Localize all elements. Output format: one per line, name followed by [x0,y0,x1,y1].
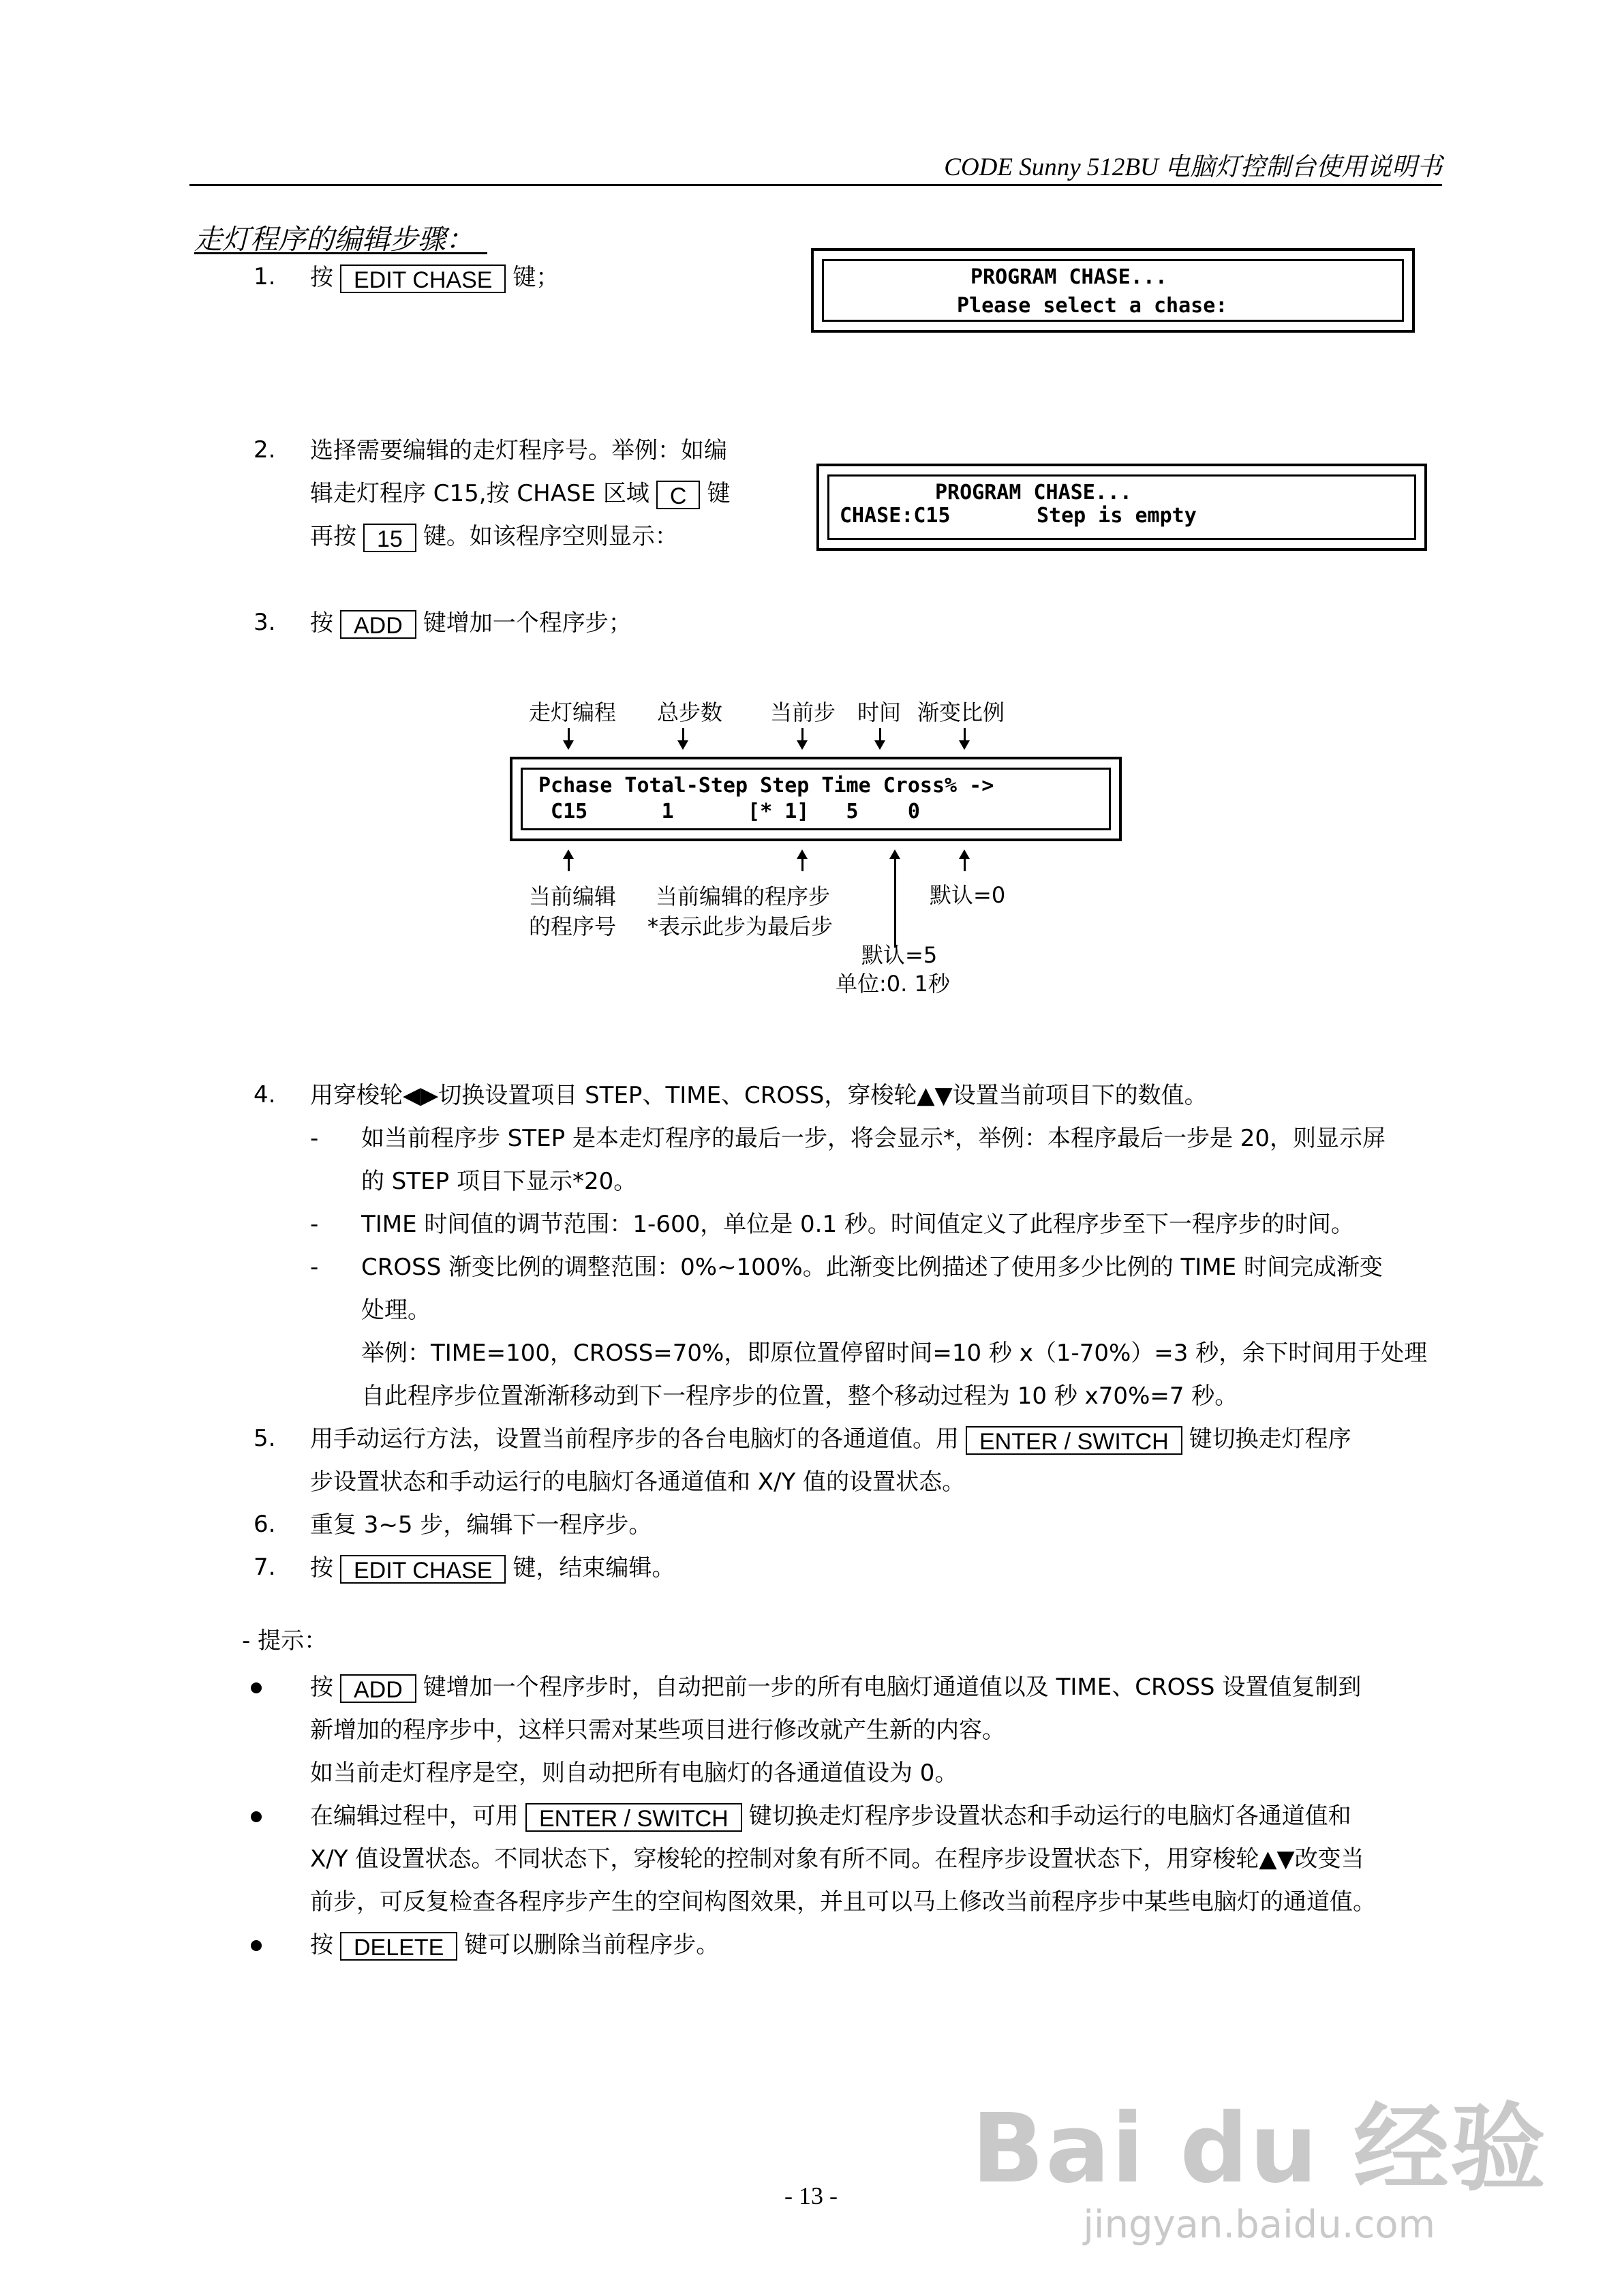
step-3-text [310,602,632,645]
step-2-line3-post: 键。如该程序空则显示： [423,523,678,550]
tip-1-line1 [310,1666,1361,1709]
step-2-line2 [310,472,730,515]
lcd1-line1: PROGRAM CHASE... [970,265,1167,289]
label-chase-program: 走灯编程 [529,699,617,725]
arrow-down-total-steps [682,728,684,747]
label-current-program-1: 当前编辑 [529,883,617,909]
step-2-line1: 选择需要编辑的走灯程序号。举例：如编 [310,437,727,464]
step-5-pre: 用手动运行方法，设置当前程序步的各台电脑灯的各通道值。用 [310,1425,959,1453]
header-title: CODE Sunny 512BU 电脑灯控制台使用说明书 [944,153,1442,181]
watermark-url: jingyan.baidu.com [1083,2203,1436,2247]
tip-3-bullet [251,1940,262,1951]
arrow-down-time [879,728,881,747]
step-7-post: 键，结束编辑。 [512,1554,675,1582]
label-default-cross: 默认=0 [930,882,1006,908]
tip-3-line1 [310,1924,719,1967]
step-4-bullet-3-line2: 处理。 [361,1297,431,1324]
step-5-number: 5. [254,1425,276,1452]
arrow-up-current-program [568,852,570,871]
step-5-line1 [310,1418,1351,1461]
tip-1-line3: 如当前走灯程序是空，则自动把所有电脑灯的各通道值设为 0。 [310,1759,958,1787]
step-4-bullet-1-line1: 如当前程序步 STEP 是本走灯程序的最后一步，将会显示*，举例：本程序最后一步是 20，则显示屏 [361,1125,1386,1152]
arrow-up-current-step [801,852,804,871]
step-4-dash-2: - [310,1211,319,1238]
enter-switch-key: ENTER / SWITCH [966,1426,1182,1455]
step-7-number: 7. [254,1554,276,1581]
step-3-pre: 按 [310,609,333,637]
tip-2-line2: X/Y 值设置状态。不同状态下，穿梭轮的控制对象有所不同。在程序步设置状态下，用穿梭轮▲▼改变当 [310,1845,1364,1873]
arrow-up-cross [964,852,966,871]
lcd-display-select-chase [811,248,1415,333]
lcd1-line2: Please select a chase: [957,294,1228,318]
step-2-line2-pre: 辑走灯程序 C15,按 CHASE 区域 [310,480,649,507]
lcd3-line1: Pchase Total-Step Step Time Cross% -> [538,774,994,798]
step-4-text: 用穿梭轮◀▶切换设置项目 STEP、TIME、CROSS，穿梭轮▲▼设置当前项目下的数值。 [310,1082,1208,1109]
edit-chase-key: EDIT CHASE [340,265,506,293]
watermark-logo: Bai du 经验 [971,2094,1547,2205]
tip-3-post: 键可以删除当前程序步。 [464,1931,720,1959]
tip-2-line1 [310,1795,1351,1838]
baidu-jingyan-watermark [971,2072,1547,2247]
tip-2-line3: 前步，可反复检查各程序步产生的空间构图效果，并且可以马上修改当前程序步中某些电脑灯的通道值。 [310,1888,1376,1916]
lcd3-line2: C15 1 [* 1] 5 0 [538,800,920,824]
label-time-unit: 单位:0. 1秒 [836,971,950,997]
label-current-program-2: 的程序号 [529,913,617,939]
lcd2-line2: CHASE:C15 Step is empty [840,504,1197,528]
step-3-number: 3. [254,609,276,636]
step-3-post: 键增加一个程序步； [423,609,632,637]
step-4-bullet-2: TIME 时间值的调节范围：1-600，单位是 0.1 秒。时间值定义了此程序步至下一程序步的时间。 [361,1211,1354,1238]
step-4-dash-1: - [310,1125,319,1152]
step-4-bullet-1-line2: 的 STEP 项目下显示*20。 [361,1168,637,1195]
step-6-text: 重复 3~5 步，编辑下一程序步。 [310,1511,652,1539]
tip-2-post: 键切换走灯程序步设置状态和手动运行的电脑灯各通道值和 [748,1802,1351,1830]
step-7-text [310,1547,675,1590]
step-4-example-line2: 自此程序步位置渐渐移动到下一程序步的位置，整个移动过程为 10 秒 x70%=7 秒。 [361,1383,1238,1410]
arrow-up-time [894,852,896,948]
tip-2-pre: 在编辑过程中，可用 [310,1802,519,1830]
edit-chase-key-end: EDIT CHASE [340,1555,506,1584]
step-4-example-line1: 举例：TIME=100，CROSS=70%，即原位置停留时间=10 秒 x（1-70%）=3 秒，余下时间用于处理 [361,1340,1428,1367]
label-cross-ratio: 渐变比例 [917,699,1005,725]
step-1-pre: 按 [310,264,333,291]
section-title-underline [194,252,487,254]
step-6-number: 6. [254,1511,276,1538]
step-5-post: 键切换走灯程序 [1189,1425,1351,1453]
step-4-dash-3: - [310,1254,319,1281]
label-current-step: 当前步 [770,699,836,725]
enter-switch-key-tip: ENTER / SWITCH [525,1803,742,1832]
tips-title: - 提示： [242,1627,328,1655]
step-5-line2: 步设置状态和手动运行的电脑灯各通道值和 X/Y 值的设置状态。 [310,1468,966,1496]
tip-2-bullet [251,1811,262,1822]
lcd-display-step-editor [510,757,1122,841]
step-2-number: 2. [254,436,276,464]
step-7-pre: 按 [310,1554,333,1582]
step-1-number: 1. [254,263,276,290]
arrow-down-cross [964,728,966,747]
label-current-edit-step: 当前编辑的程序步 [656,883,831,909]
label-total-steps: 总步数 [657,699,723,725]
page-number: - 13 - [784,2182,838,2209]
step-2-line3 [310,515,678,558]
label-time: 时间 [857,699,902,725]
add-key: ADD [340,610,416,639]
step-4-bullet-3-line1: CROSS 渐变比例的调整范围：0%~100%。此渐变比例描述了使用多少比例的 TIME 时间完成渐变 [361,1254,1383,1281]
tip-1-bullet [251,1682,262,1693]
section-title: 走灯程序的编辑步骤： [194,223,474,256]
tip-1-line2: 新增加的程序步中，这样只需对某些项目进行修改就产生新的内容。 [310,1717,1005,1744]
header-rule [189,184,1442,186]
tip-3-pre: 按 [310,1931,333,1959]
arrow-down-chase-program [568,728,570,747]
arrow-down-current-step [801,728,804,747]
tip-1-post: 键增加一个程序步时，自动把前一步的所有电脑灯通道值以及 TIME、CROSS 设置值复制到 [423,1674,1362,1701]
label-last-step-note: *表示此步为最后步 [647,913,833,939]
step-4-number: 4. [254,1081,276,1108]
step-2-line3-pre: 再按 [310,523,356,550]
step-1-text [310,256,559,299]
lcd-display-step-empty [816,464,1427,551]
step-1-post: 键； [512,264,560,291]
lcd2-line1: PROGRAM CHASE... [935,481,1132,504]
label-default-time: 默认=5 [861,942,938,968]
tip-1-pre: 按 [310,1674,333,1701]
15-key: 15 [363,524,416,552]
step-2-line2-post: 键 [707,480,731,507]
delete-key: DELETE [340,1932,457,1961]
add-key-tip: ADD [340,1674,416,1703]
c-key: C [656,481,701,509]
